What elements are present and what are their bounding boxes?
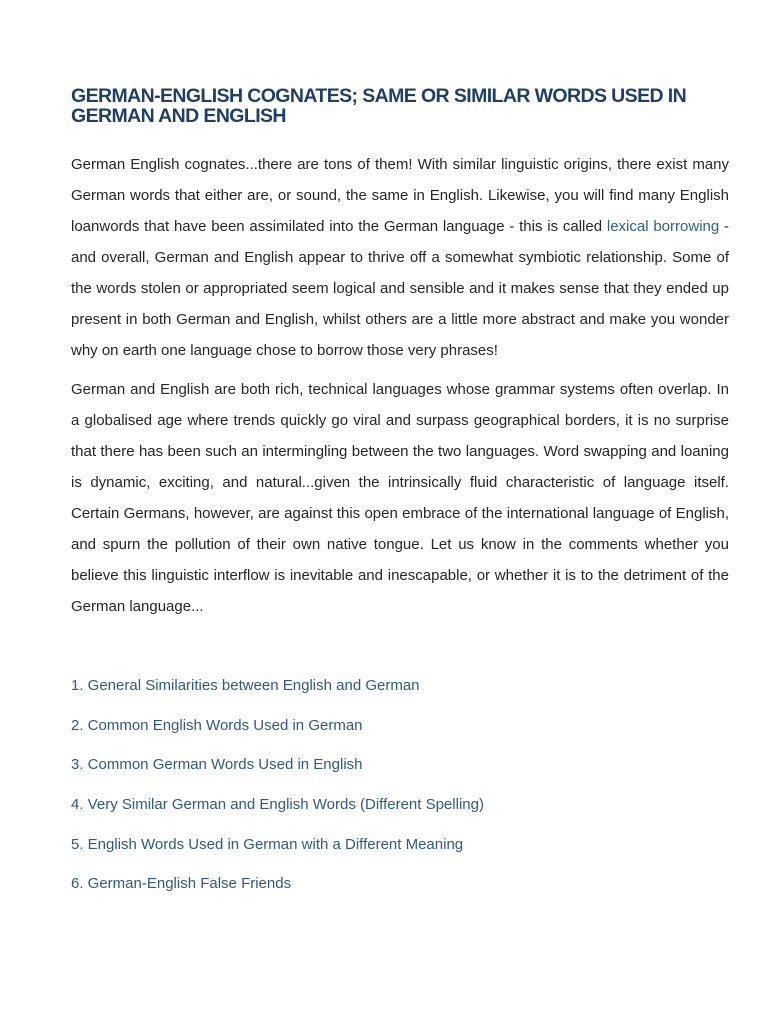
toc-item-false-friends[interactable] [71, 874, 729, 894]
toc-link[interactable]: 2. Common English Words Used in German [71, 716, 363, 734]
toc-item-general-similarities[interactable] [71, 676, 729, 696]
second-paragraph: German and English are both rich, technical languages whose grammar systems often overlap. In a globalised age where trends quickly go viral and surpass geographical borders, it is no surprise that there has been such an intermingling between the two languages. Word swapping and loaning is dynamic, exciting, and natural...given the intrinsically fluid characteristic of language itself. Certain Germans, however, are against this open embrace of the international language of English, and spurn the pollution of their own native tongue. Let us know in the comments whether you believe this linguistic interflow is inevitable and inescapable, or whether it is to the detriment of the German language... [71, 381, 729, 615]
toc-item-similar-words-different-spelling[interactable] [71, 795, 729, 815]
toc-link[interactable]: 4. Very Similar German and English Words (Different Spelling) [71, 796, 484, 814]
toc-item-different-meaning[interactable] [71, 835, 729, 855]
toc-link[interactable]: 5. English Words Used in German with a Different Meaning [71, 835, 464, 853]
toc-item-german-words-in-english[interactable] [71, 755, 729, 775]
intro-paragraph [71, 149, 729, 366]
article [71, 86, 729, 914]
toc-link[interactable]: 1. General Similarities between English and German [71, 677, 420, 694]
intro-text-before-link: German English cognates...there are tons of them! With similar linguistic origins, there exist many German words that either are, or sound, the same in English. Likewise, you will find many English loanwords that have been assimilated into the German language - this is called [71, 156, 729, 235]
table-of-contents [71, 676, 729, 894]
intro-text-after-link: - and overall, German and English appear to thrive off a somewhat symbiotic relationship. Some of the words stolen or appropriated seem logical and sensible and it makes sense that they ended up present in both German and English, whilst others are a little more abstract and make you wonder why on earth one language chose to borrow those very phrases! [71, 218, 730, 359]
toc-link[interactable]: 3. Common German Words Used in English [71, 756, 363, 774]
toc-item-english-words-in-german[interactable] [71, 716, 729, 736]
lexical-borrowing-link[interactable]: lexical borrowing [606, 218, 720, 235]
toc-link[interactable]: 6. German-English False Friends [71, 875, 292, 893]
article-title: GERMAN-ENGLISH COGNATES; SAME OR SIMILAR WORDS USED IN GERMAN AND ENGLISH [71, 85, 687, 127]
